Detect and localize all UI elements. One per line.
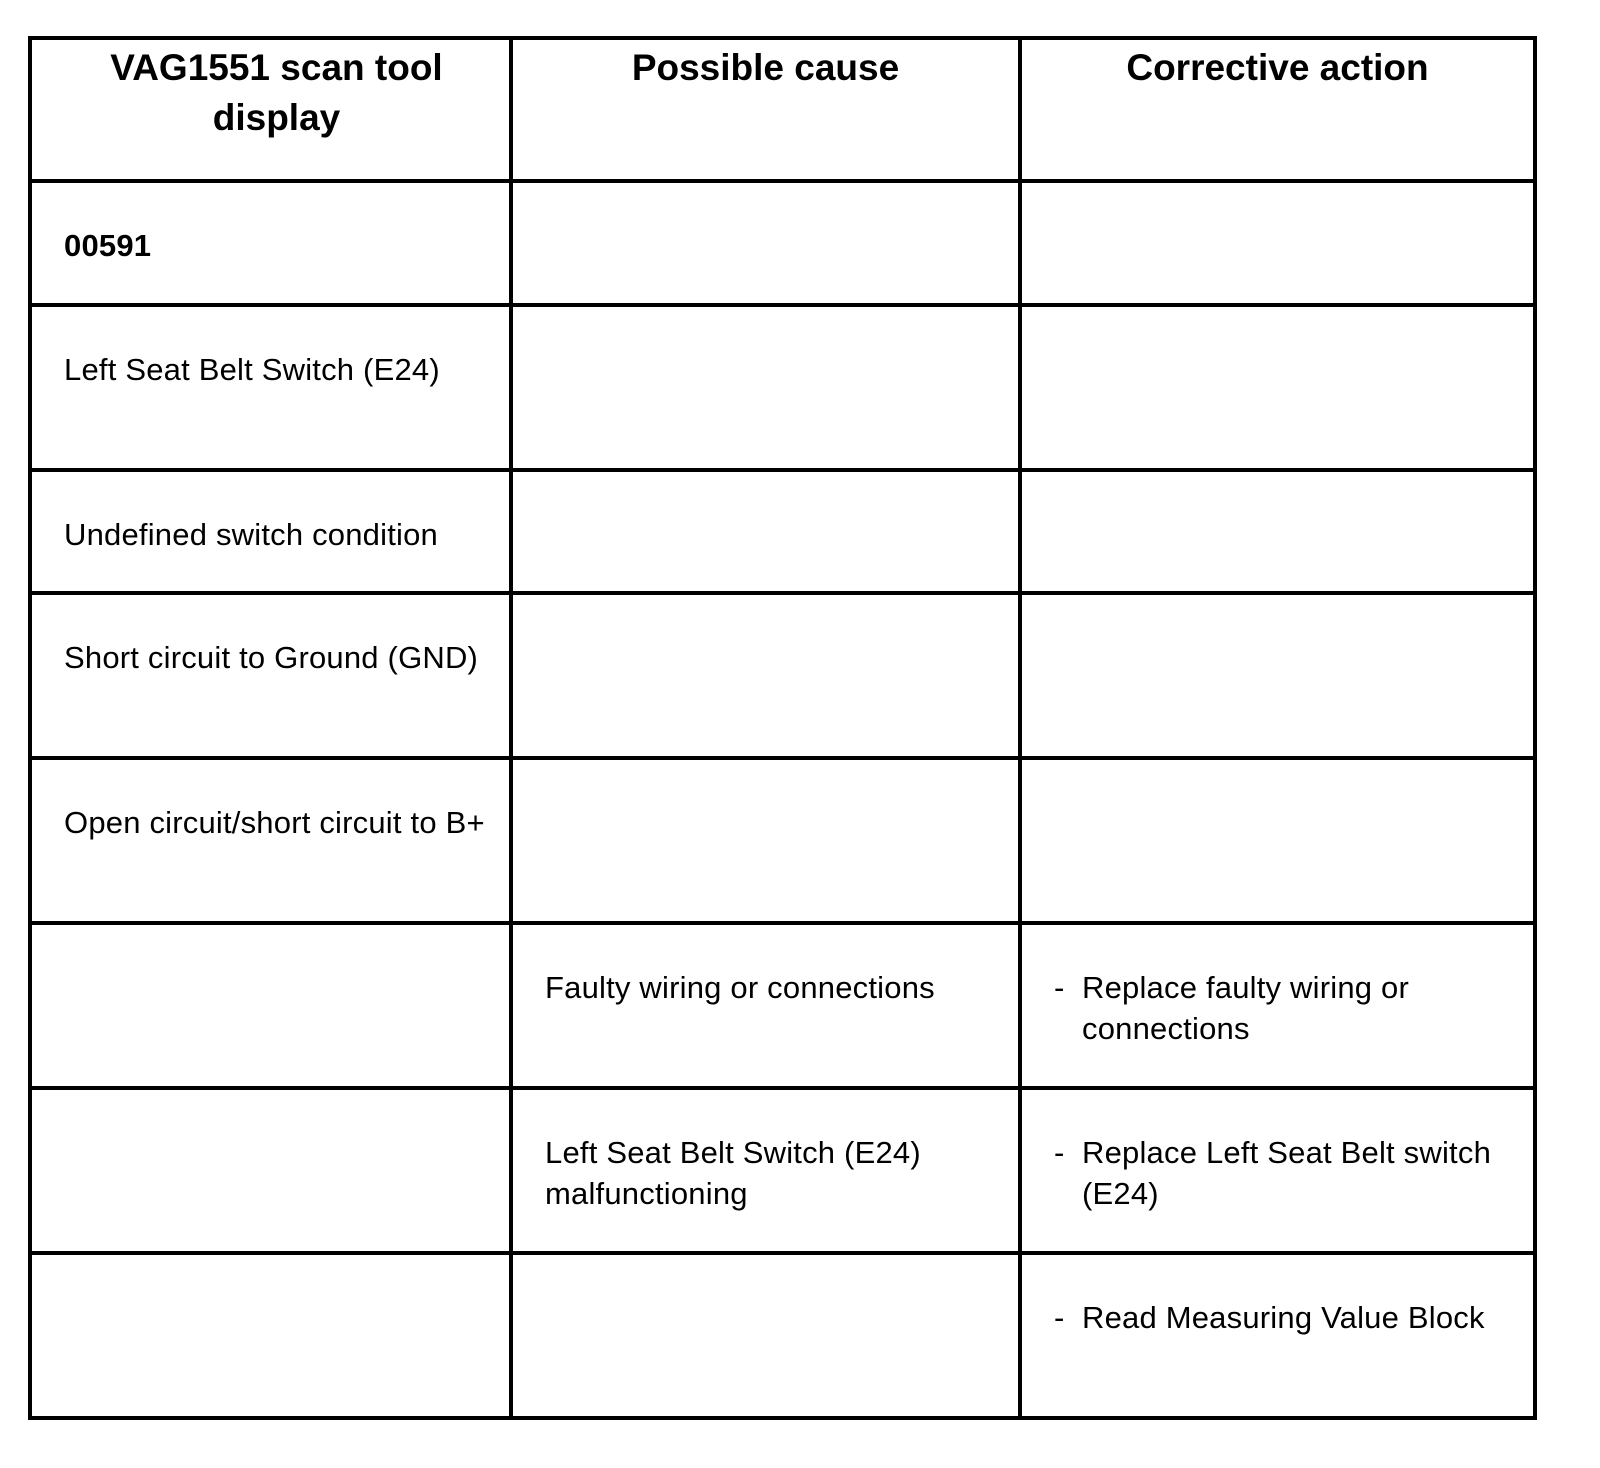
action-text: Replace Left Seat Belt switch (E24) [1082, 1135, 1492, 1211]
display-cell [30, 470, 511, 593]
action-cell [1020, 1253, 1535, 1418]
table-row [30, 305, 1535, 470]
diagnostic-table [28, 36, 1537, 1420]
action-cell [1020, 305, 1535, 470]
cause-cell [511, 923, 1020, 1088]
table-row [30, 1088, 1535, 1253]
header-row [30, 38, 1535, 181]
fault-code: 00591 [64, 228, 152, 263]
action-item [1022, 1255, 1533, 1338]
display-cell [30, 305, 511, 470]
header-corrective-action-label: Corrective action [1126, 47, 1429, 88]
table-row [30, 470, 1535, 593]
header-scan-tool-display [30, 38, 511, 181]
action-cell [1020, 181, 1535, 305]
cause-cell [511, 593, 1020, 758]
display-cell [30, 1088, 511, 1253]
display-cell [30, 1253, 511, 1418]
bullet-dash: - [1054, 970, 1065, 1005]
header-possible-cause-label: Possible cause [631, 47, 900, 88]
display-cell [30, 758, 511, 923]
action-text: Read Measuring Value Block [1082, 1300, 1485, 1335]
display-text: Left Seat Belt Switch (E24) [64, 352, 440, 387]
cause-cell [511, 305, 1020, 470]
table-row [30, 923, 1535, 1088]
display-cell [30, 923, 511, 1088]
action-cell [1020, 923, 1535, 1088]
display-text: Undefined switch condition [64, 517, 438, 552]
header-possible-cause [511, 38, 1020, 181]
display-text: Short circuit to Ground (GND) [64, 640, 479, 675]
cause-text: Left Seat Belt Switch (E24) malfunctioning [545, 1135, 921, 1211]
display-cell [30, 181, 511, 305]
bullet-dash: - [1054, 1300, 1065, 1335]
bullet-dash: - [1054, 1135, 1065, 1170]
action-cell [1020, 758, 1535, 923]
action-item [1022, 925, 1533, 1049]
action-cell [1020, 1088, 1535, 1253]
cause-cell [511, 181, 1020, 305]
action-item [1022, 1090, 1533, 1214]
table-row [30, 593, 1535, 758]
action-cell [1020, 470, 1535, 593]
header-corrective-action [1020, 38, 1535, 181]
action-cell [1020, 593, 1535, 758]
table-row [30, 1253, 1535, 1418]
cause-text: Faulty wiring or connections [545, 970, 935, 1005]
cause-cell [511, 470, 1020, 593]
action-text: Replace faulty wiring or connections [1082, 970, 1410, 1046]
header-scan-tool-display-label: VAG1551 scan tool display [110, 47, 443, 138]
cause-cell [511, 1253, 1020, 1418]
table-row [30, 181, 1535, 305]
table-row [30, 758, 1535, 923]
cause-cell [511, 1088, 1020, 1253]
display-text: Open circuit/short circuit to B+ [64, 805, 485, 840]
cause-cell [511, 758, 1020, 923]
display-cell [30, 593, 511, 758]
